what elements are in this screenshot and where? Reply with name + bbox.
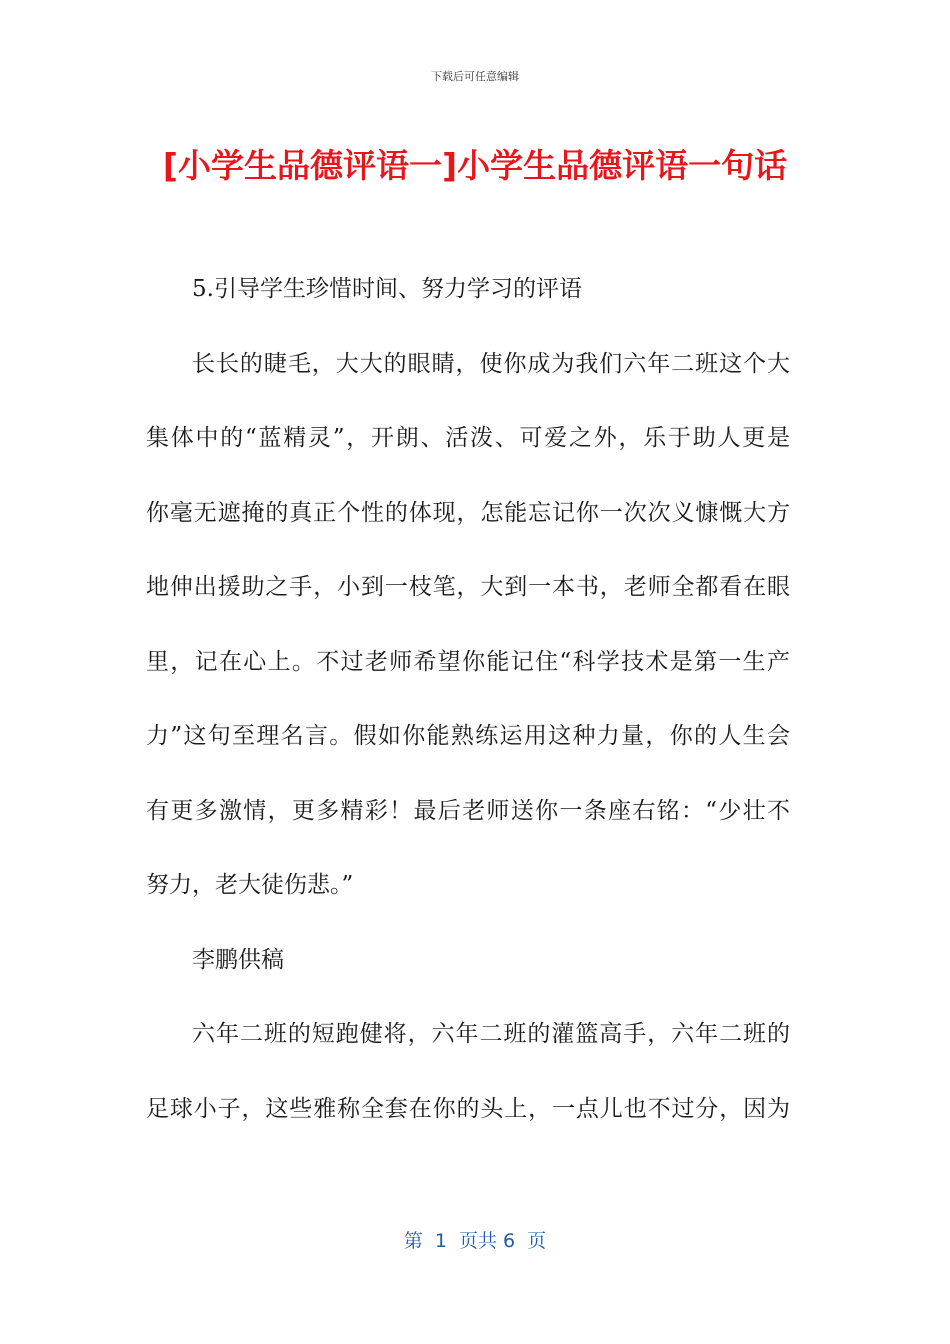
text-line: 六年二班的短跑健将，六年二班的灌篮高手，六年二班的	[192, 1021, 790, 1047]
text-line: 地伸出援助之手，小到一枝笔，大到一本书，老师全都看在眼	[146, 574, 790, 600]
page-footer: 第 1 页共 6 页	[403, 1230, 547, 1252]
text-line: 里，记在心上。不过老师希望你能记住“科学技术是第一生产	[146, 648, 790, 675]
document-title: [小学生品德评语一]小学生品德评语一句话	[162, 146, 788, 185]
text-line: 集体中的“蓝精灵”，开朗、活泼、可爱之外，乐于助人更是	[146, 425, 790, 451]
paragraph	[146, 1015, 790, 1164]
text-line: 你毫无遮掩的真正个性的体现，怎能忘记你一次次义慷慨大方	[146, 499, 790, 526]
document-body	[146, 270, 790, 1164]
text-line: 有更多激情，更多精彩！最后老师送你一条座右铭：“少壮不	[146, 797, 790, 824]
header-note: 下载后可任意编辑	[431, 70, 519, 83]
paragraph-heading	[146, 270, 790, 345]
text-line: 5.引导学生珍惜时间、努力学习的评语	[192, 276, 582, 302]
paragraph-credit	[146, 941, 790, 1016]
paragraph	[146, 345, 790, 941]
text-line: 力”这句至理名言。假如你能熟练运用这种力量，你的人生会	[146, 723, 790, 749]
text-line: 足球小子，这些雅称全套在你的头上，一点儿也不过分，因为	[146, 1095, 790, 1122]
text-line: 努力，老大徒伤悲。”	[146, 872, 354, 898]
text-line: 长长的睫毛，大大的眼睛，使你成为我们六年二班这个大	[192, 350, 790, 377]
text-line: 李鹏供稿	[192, 946, 284, 973]
